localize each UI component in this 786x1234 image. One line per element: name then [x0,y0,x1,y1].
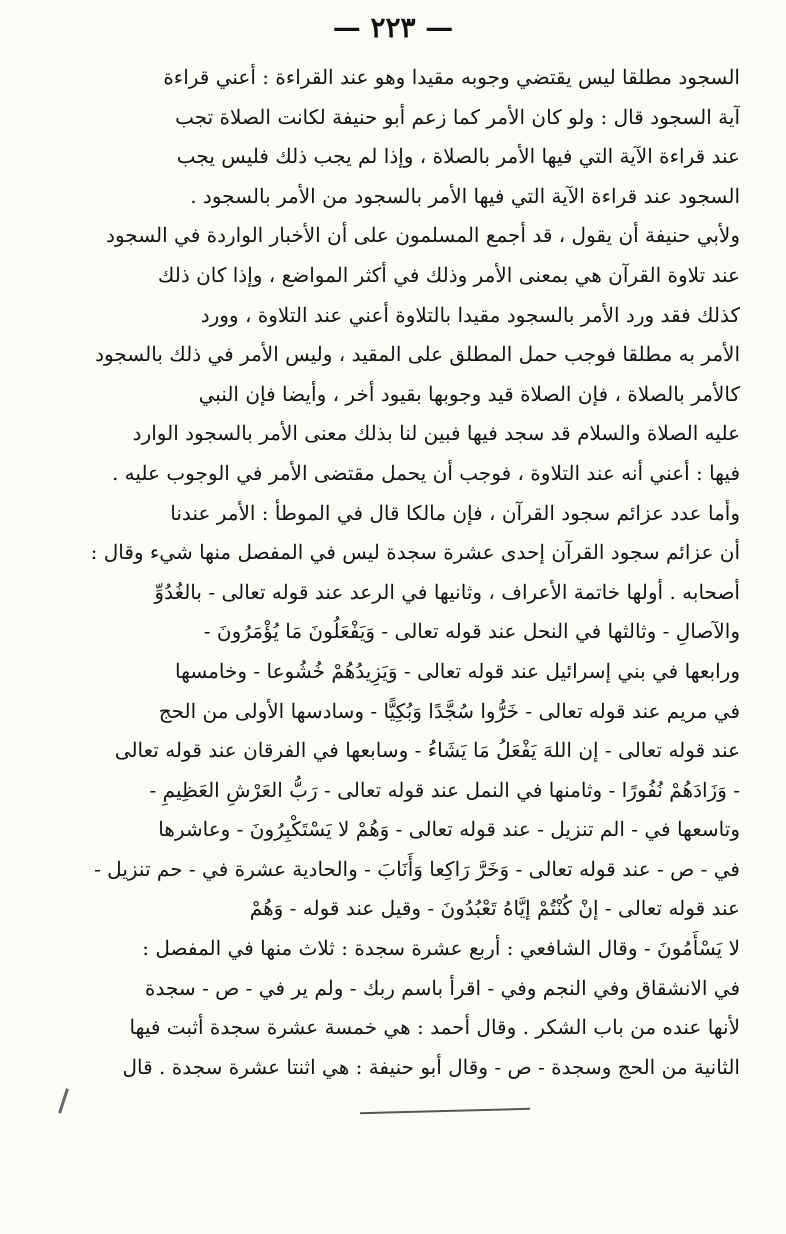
text-line: أن عزائم سجود القرآن إحدى عشرة سجدة ليس في المفصل منها شيء وقال : [90,540,740,565]
text-line: والآصالِ - وثالثها في النحل عند قوله تعالى - وَيَفْعَلُونَ مَا يُؤْمَرُونَ - [203,619,740,644]
page-number: — ٢٢٣ — [332,11,454,44]
text-line: أصحابه . أولها خاتمة الأعراف ، وثانيها في الرعد عند قوله تعالى - بالغُدُوِّ [154,579,740,604]
text-line: ولأبي حنيفة أن يقول ، قد أجمع المسلمون على أن الأخبار الواردة في السجود [106,223,740,248]
text-line: - وَزَادَهُمْ نُفُورًا - وثامنها في النمل عند قوله تعالى - رَبُّ العَرْشِ العَظِيمِ - [149,777,740,802]
text-line: لأنها عنده من باب الشكر . وقال أحمد : هي خمسة عشرة سجدة أثبت فيها [129,1015,740,1040]
text-line: في مريم عند قوله تعالى - خَرُّوا سُجَّدًا وَبُكِيًّا - وسادسها الأولى من الحج [158,698,740,723]
text-line: فيها : أعني أنه عند التلاوة ، فوجب أن يحمل مقتضى الأمر في الوجوب عليه . [111,460,740,485]
text-line: آية السجود قال : ولو كان الأمر كما زعم أبو حنيفة لكانت الصلاة تجب [175,104,740,129]
text-line: وأما عدد عزائم سجود القرآن ، فإن مالكا قال في الموطأ : الأمر عندنا [170,500,740,525]
text-line: السجود عند قراءة الآية التي فيها الأمر بالسجود من الأمر بالسجود . [190,183,740,208]
text-line: وتاسعها في - الم تنزيل - عند قوله تعالى - وَهُمْ لا يَسْتَكْبِرُونَ - وعاشرها [158,817,740,842]
text-line: عند قوله تعالى - إن اللهَ يَفْعَلُ مَا يَشَاءُ - وسابعها في الفرقان عند قوله تعالى [114,738,740,763]
handwritten-underline [360,1108,530,1114]
text-line: لا يَسْأَمُونَ - وقال الشافعي : أربع عشرة سجدة : ثلاث منها في المفصل : [142,936,740,961]
text-line: عند قوله تعالى - إنْ كُنْتُمْ إيَّاهُ تَعْبُدُونَ - وقيل عند قوله - وَهُمْ [249,896,740,921]
text-line: كذلك فقد ورد الأمر بالسجود مقيدا بالتلاوة أعني عند التلاوة ، وورد [200,302,740,327]
body-text [58,58,740,1087]
text-line: السجود مطلقا ليس يقتضي وجوبه مقيدا وهو عند القراءة : أعني قراءة [163,65,740,89]
text-line: في الانشقاق وفي النجم وفي - اقرأ باسم ربك - ولم ير في - ص - سجدة [145,975,740,1000]
text-line: الأمر به مطلقا فوجب حمل المطلق على المقيد ، وليس الأمر في ذلك بالسجود [95,342,740,367]
text-line: الثانية من الحج وسجدة - ص - وقال أبو حنيفة : هي اثنتا عشرة سجدة . قال [122,1054,740,1079]
text-line: ورابعها في بني إسرائيل عند قوله تعالى - وَيَزِيدُهُمْ خُشُوعا - وخامسها [175,658,740,683]
text-line: عليه الصلاة والسلام قد سجد فيها فبين لنا بذلك معنى الأمر بالسجود الوارد [132,421,740,446]
text-line: عند قراءة الآية التي فيها الأمر بالصلاة ، وإذا لم يجب ذلك فليس يجب [176,144,740,169]
text-line: في - ص - عند قوله تعالى - وَخَرَّ رَاكِعا وَأَنَابَ - والحادية عشرة في - حم تنزيل - [94,856,740,881]
text-line: كالأمر بالصلاة ، فإن الصلاة قيد وجوبها بقيود أخر ، وأيضا فإن النبي [198,381,740,406]
text-line: عند تلاوة القرآن هي بمعنى الأمر وذلك في أكثر المواضع ، وإذا كان ذلك [157,262,740,287]
pencil-tick-mark [58,1088,69,1114]
